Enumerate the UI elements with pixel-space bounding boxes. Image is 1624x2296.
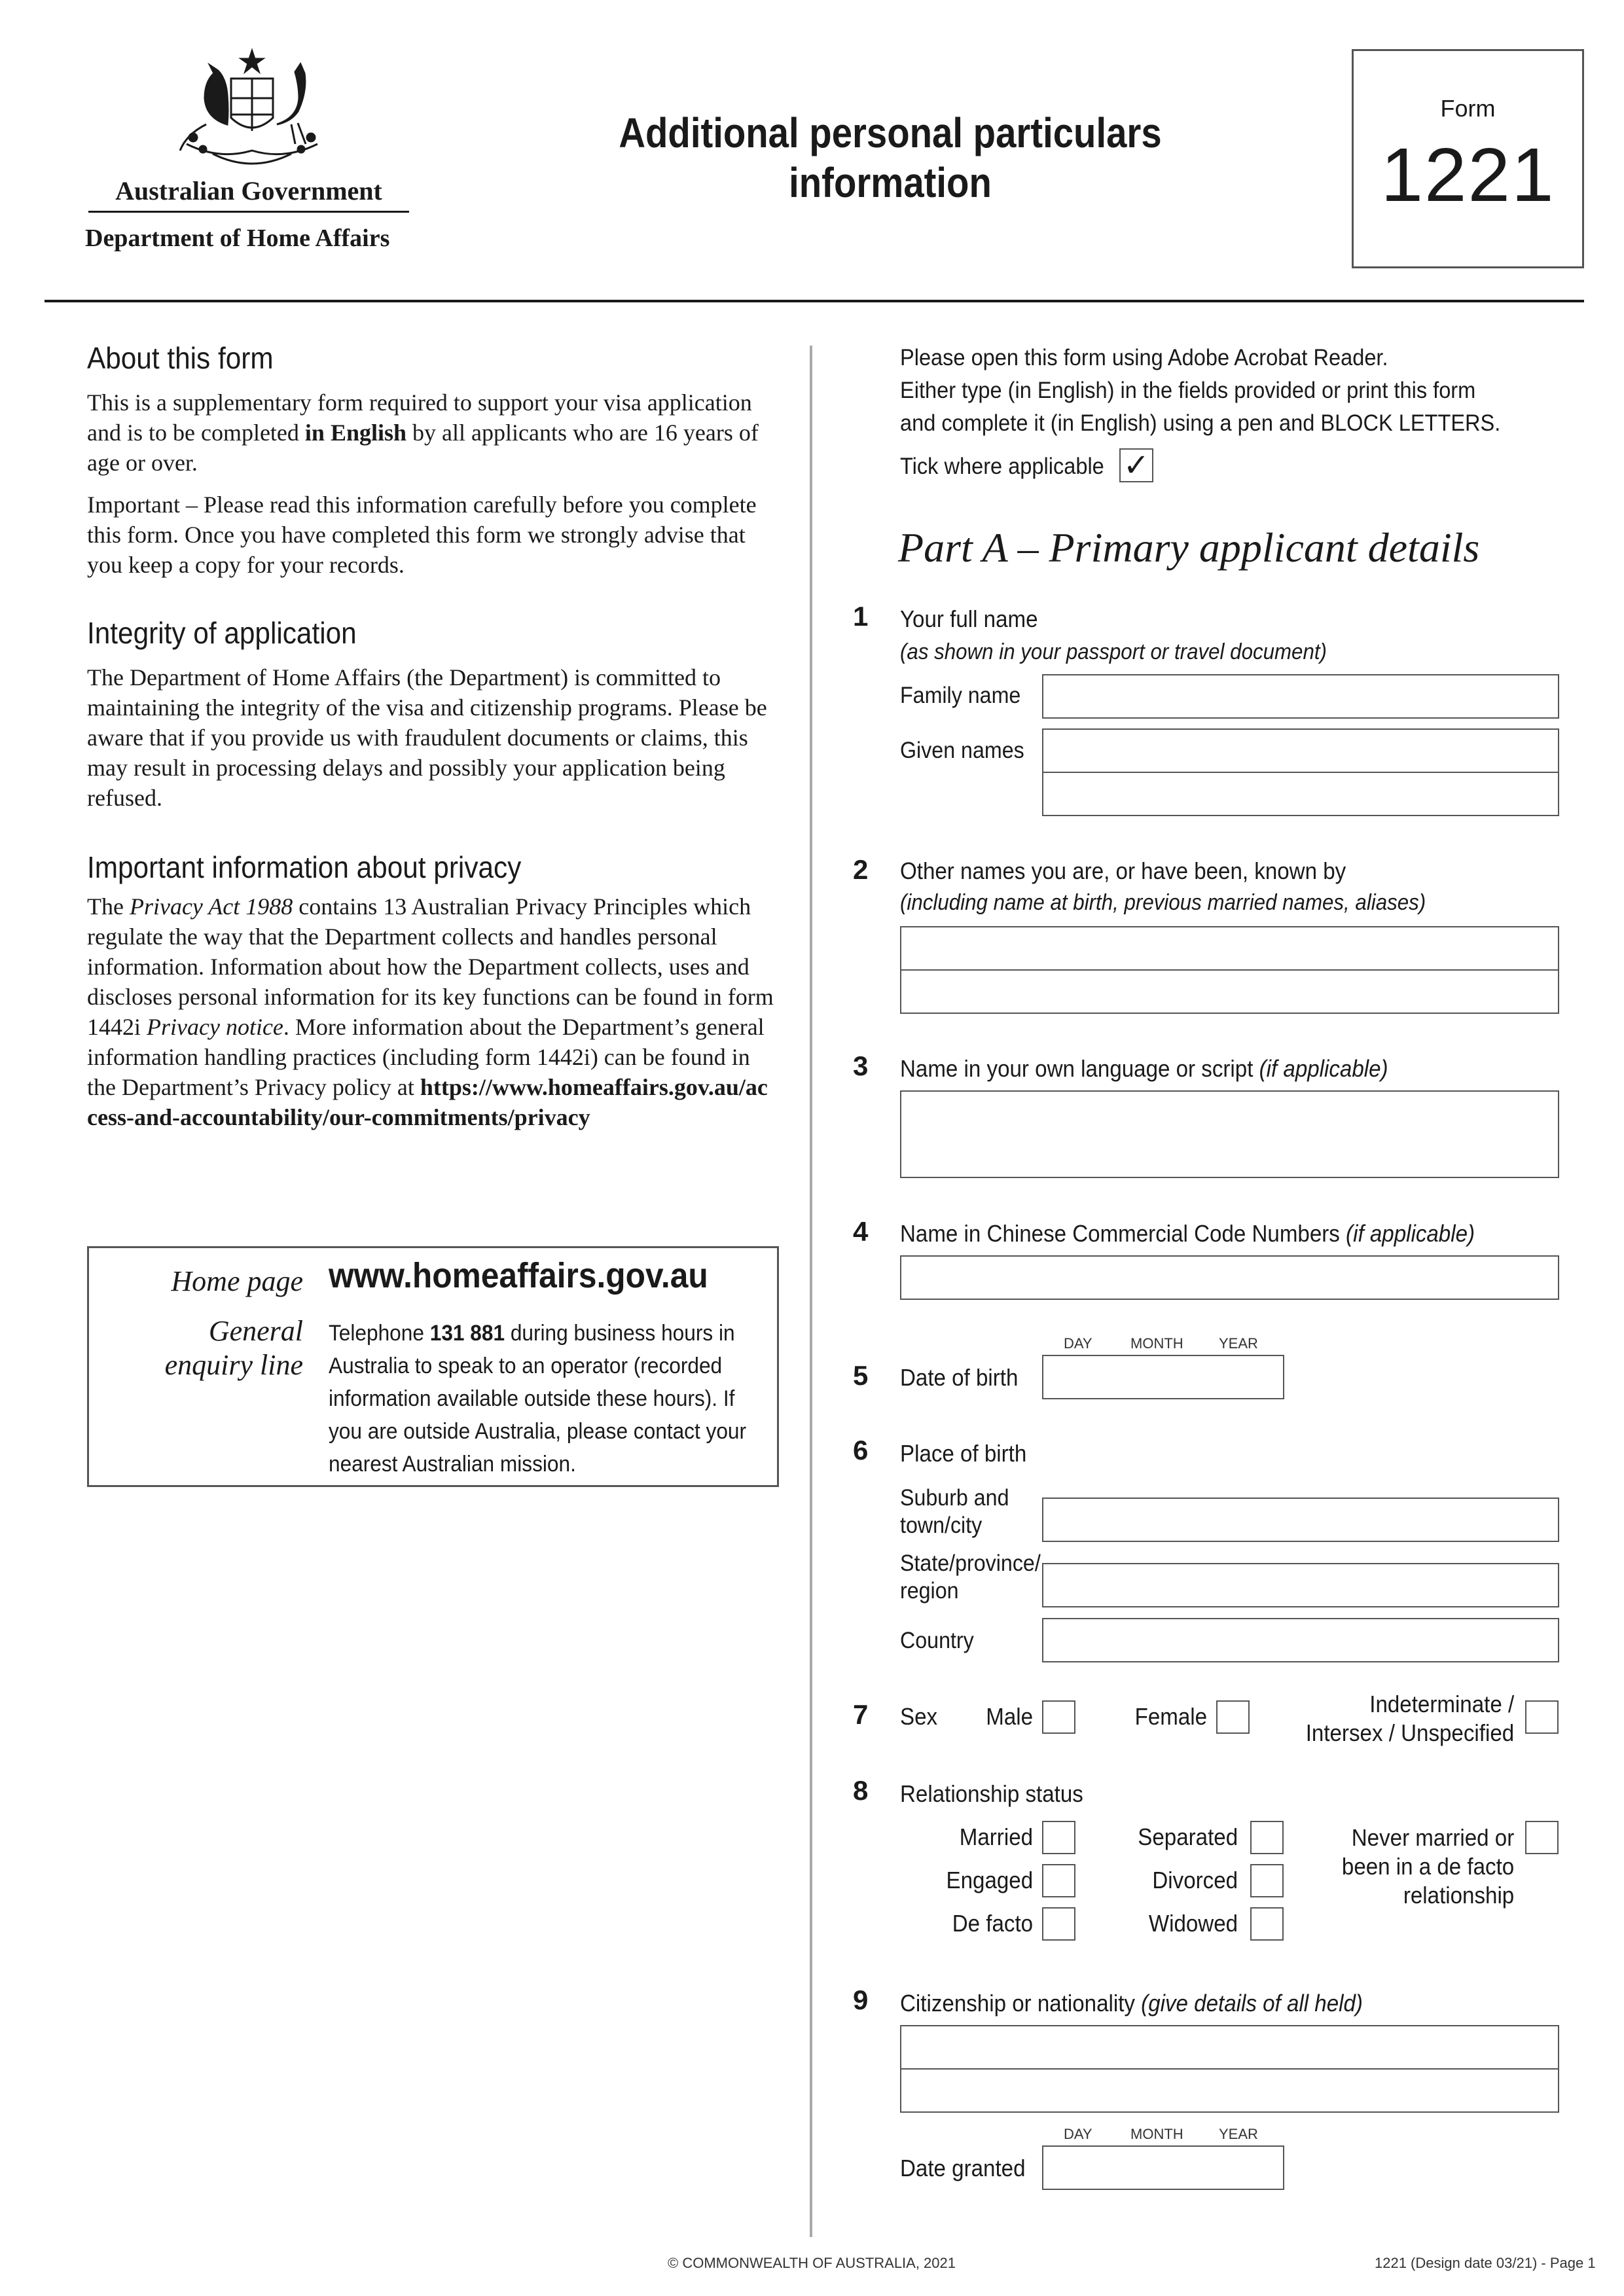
date-of-birth-field[interactable] bbox=[1042, 1355, 1284, 1399]
form-label: Form bbox=[1440, 95, 1496, 122]
female-label: Female bbox=[1134, 1703, 1207, 1730]
never-married-line3: relationship bbox=[1403, 1882, 1514, 1909]
q2-sublabel: (including name at birth, previous married names, aliases) bbox=[900, 890, 1426, 915]
q7-number: 7 bbox=[853, 1699, 869, 1730]
integrity-paragraph: The Department of Home Affairs (the Department) is committed to maintaining the integrity of the visa and citizenship programs. Please be aware that if you provide us with fraudulent documents or claims, this may result in processing delays and possibly your application being refused. bbox=[87, 664, 767, 811]
state-label bbox=[900, 1550, 1041, 1605]
privacy-text-a: The bbox=[87, 893, 130, 920]
q1-sublabel: (as shown in your passport or travel document) bbox=[900, 639, 1327, 664]
country-field[interactable] bbox=[1042, 1618, 1559, 1662]
q3-number: 3 bbox=[853, 1050, 869, 1081]
married-label: Married bbox=[959, 1823, 1033, 1850]
married-checkbox[interactable] bbox=[1042, 1821, 1075, 1854]
privacy-policy-link[interactable]: https://www.homeaffairs.gov.au/access-and-accountability/our-commitments/privacy bbox=[87, 1074, 768, 1130]
suburb-field[interactable] bbox=[1042, 1498, 1559, 1542]
q9-label-italic: (give details of all held) bbox=[1141, 1990, 1363, 2017]
part-a-title: Part A – Primary applicant details bbox=[898, 524, 1480, 571]
q6-number: 6 bbox=[853, 1435, 869, 1465]
state-label-line1: State/province/ bbox=[900, 1551, 1041, 1576]
engaged-label: Engaged bbox=[946, 1867, 1033, 1893]
indeterminate-checkbox[interactable] bbox=[1525, 1700, 1559, 1734]
given-names-field-2[interactable] bbox=[1042, 772, 1559, 816]
widowed-checkbox[interactable] bbox=[1250, 1907, 1284, 1941]
granted-month-header: MONTH bbox=[1130, 2126, 1183, 2142]
department-name: Department of Home Affairs bbox=[85, 224, 390, 252]
q4-label-text: Name in Chinese Commercial Code Numbers bbox=[900, 1220, 1346, 1247]
form-number: 1221 bbox=[1380, 132, 1555, 217]
other-names-field-1[interactable] bbox=[900, 926, 1559, 971]
never-married-label bbox=[1342, 1823, 1514, 1910]
male-label: Male bbox=[986, 1703, 1033, 1730]
q9-number: 9 bbox=[853, 1984, 869, 2015]
tick-example-icon: ✓ bbox=[1119, 448, 1153, 482]
privacy-text-c: . More information about the Department’s general information handling practices (including form 1442i) can be found in the Department’s Privacy policy at bbox=[87, 1014, 765, 1100]
citizenship-field-2[interactable] bbox=[900, 2068, 1559, 2113]
dob-day-header: DAY bbox=[1064, 1335, 1092, 1352]
q3-label bbox=[900, 1055, 1388, 1083]
indeterminate-label-line1: Indeterminate / bbox=[1369, 1691, 1514, 1717]
suburb-label-line2: town/city bbox=[900, 1513, 983, 1538]
enquiry-text-b: during business hours in Australia to speak to an operator (recorded information available outside these hours). If you are outside Australia, please contact your nearest Australian mission. bbox=[329, 1321, 747, 1477]
q1-label: Your full name bbox=[900, 605, 1038, 632]
tick-label: Tick where applicable bbox=[900, 454, 1104, 479]
about-bold-english: in English bbox=[304, 420, 407, 446]
suburb-label-line1: Suburb and bbox=[900, 1485, 1009, 1511]
citizenship-field-1[interactable] bbox=[900, 2025, 1559, 2070]
chinese-code-field[interactable] bbox=[900, 1255, 1559, 1300]
instruction-line-3: and complete it (in English) using a pen and BLOCK LETTERS. bbox=[900, 410, 1501, 436]
column-divider bbox=[810, 346, 812, 2237]
defacto-label: De facto bbox=[952, 1910, 1033, 1937]
family-name-field[interactable] bbox=[1042, 674, 1559, 719]
enquiry-text bbox=[329, 1317, 755, 1480]
instruction-line-2: Either type (in English) in the fields provided or print this form bbox=[900, 378, 1476, 403]
q4-number: 4 bbox=[853, 1216, 869, 1247]
form-title-line2: information bbox=[789, 159, 992, 206]
q3-label-italic: (if applicable) bbox=[1259, 1055, 1388, 1082]
form-title-line1: Additional personal particulars bbox=[619, 109, 1162, 156]
never-married-checkbox[interactable] bbox=[1525, 1821, 1559, 1854]
never-married-line2: been in a de facto bbox=[1341, 1853, 1514, 1880]
granted-year-header: YEAR bbox=[1219, 2126, 1258, 2142]
q6-label: Place of birth bbox=[900, 1440, 1027, 1467]
enquiry-label-line1: General bbox=[208, 1315, 303, 1347]
privacy-paragraph bbox=[87, 891, 778, 1132]
q8-number: 8 bbox=[853, 1775, 869, 1806]
male-checkbox[interactable] bbox=[1042, 1700, 1075, 1734]
other-names-field-2[interactable] bbox=[900, 969, 1559, 1014]
separated-label: Separated bbox=[1138, 1823, 1238, 1850]
government-name: Australian Government bbox=[115, 176, 382, 206]
q4-label-italic: (if applicable) bbox=[1346, 1220, 1475, 1247]
integrity-heading: Integrity of application bbox=[87, 616, 357, 650]
own-language-name-field[interactable] bbox=[900, 1090, 1559, 1178]
homepage-label: Home page bbox=[171, 1265, 303, 1297]
state-label-line2: region bbox=[900, 1578, 959, 1604]
q7-label: Sex bbox=[900, 1703, 938, 1730]
q9-label bbox=[900, 1990, 1363, 2017]
never-married-line1: Never married or bbox=[1351, 1824, 1514, 1851]
coat-of-arms-icon bbox=[167, 46, 337, 177]
q4-label bbox=[900, 1220, 1475, 1247]
q3-label-text: Name in your own language or script bbox=[900, 1055, 1259, 1082]
enquiry-label bbox=[87, 1314, 303, 1382]
given-names-field-1[interactable] bbox=[1042, 728, 1559, 773]
government-underline bbox=[88, 211, 409, 213]
privacy-act-name: Privacy Act 1988 bbox=[129, 893, 293, 920]
date-granted-label: Date granted bbox=[900, 2155, 1026, 2181]
female-checkbox[interactable] bbox=[1216, 1700, 1250, 1734]
footer-page-number: 1221 (Design date 03/21) - Page 1 bbox=[1375, 2255, 1596, 2271]
dob-month-header: MONTH bbox=[1130, 1335, 1183, 1352]
enquiry-label-line2: enquiry line bbox=[164, 1349, 303, 1381]
indeterminate-label bbox=[1306, 1690, 1514, 1748]
footer-copyright: © COMMONWEALTH OF AUSTRALIA, 2021 bbox=[668, 2255, 956, 2271]
divorced-label: Divorced bbox=[1152, 1867, 1238, 1893]
widowed-label: Widowed bbox=[1148, 1910, 1238, 1937]
q5-number: 5 bbox=[853, 1360, 869, 1391]
about-text: This is a supplementary form required to support your visa application and is to be completed bbox=[87, 389, 752, 446]
about-paragraph-1 bbox=[87, 387, 778, 478]
q2-number: 2 bbox=[853, 854, 869, 885]
q1-number: 1 bbox=[853, 601, 869, 632]
engaged-checkbox[interactable] bbox=[1042, 1864, 1075, 1897]
privacy-heading: Important information about privacy bbox=[87, 850, 522, 884]
about-text-end: by all applicants who are 16 years of age or over. bbox=[87, 420, 759, 476]
dob-year-header: YEAR bbox=[1219, 1335, 1258, 1352]
privacy-text-b: contains 13 Australian Privacy Principles which regulate the way that the Department collects and handles personal information. Information about how the Department collects, uses and discloses personal information for its key functions can be found in form 1442i bbox=[87, 893, 774, 1040]
country-label: Country bbox=[900, 1628, 974, 1653]
separated-checkbox[interactable] bbox=[1250, 1821, 1284, 1854]
q9-label-text: Citizenship or nationality bbox=[900, 1990, 1142, 2017]
state-field[interactable] bbox=[1042, 1563, 1559, 1607]
date-granted-field[interactable] bbox=[1042, 2145, 1284, 2190]
given-names-label: Given names bbox=[900, 738, 1024, 763]
privacy-notice-name: Privacy notice bbox=[147, 1014, 283, 1040]
header-divider bbox=[45, 300, 1584, 302]
suburb-label bbox=[900, 1484, 1009, 1539]
defacto-checkbox[interactable] bbox=[1042, 1907, 1075, 1941]
about-paragraph-2: Important – Please read this information carefully before you complete this form. Once you have completed this form we strongly advise that you keep a copy for your records. bbox=[87, 492, 757, 578]
homepage-url-link[interactable]: www.homeaffairs.gov.au bbox=[329, 1256, 708, 1295]
family-name-label: Family name bbox=[900, 683, 1021, 708]
enquiry-phone: 131 881 bbox=[429, 1321, 505, 1346]
enquiry-text-a: Telephone bbox=[329, 1321, 430, 1346]
about-heading: About this form bbox=[87, 341, 274, 375]
form-title bbox=[602, 108, 1178, 207]
q5-label: Date of birth bbox=[900, 1364, 1019, 1391]
instruction-line-1: Please open this form using Adobe Acrobat Reader. bbox=[900, 345, 1388, 370]
divorced-checkbox[interactable] bbox=[1250, 1864, 1284, 1897]
q2-label: Other names you are, or have been, known by bbox=[900, 857, 1346, 884]
indeterminate-label-line2: Intersex / Unspecified bbox=[1305, 1719, 1514, 1746]
granted-day-header: DAY bbox=[1064, 2126, 1092, 2142]
q8-label: Relationship status bbox=[900, 1780, 1083, 1807]
